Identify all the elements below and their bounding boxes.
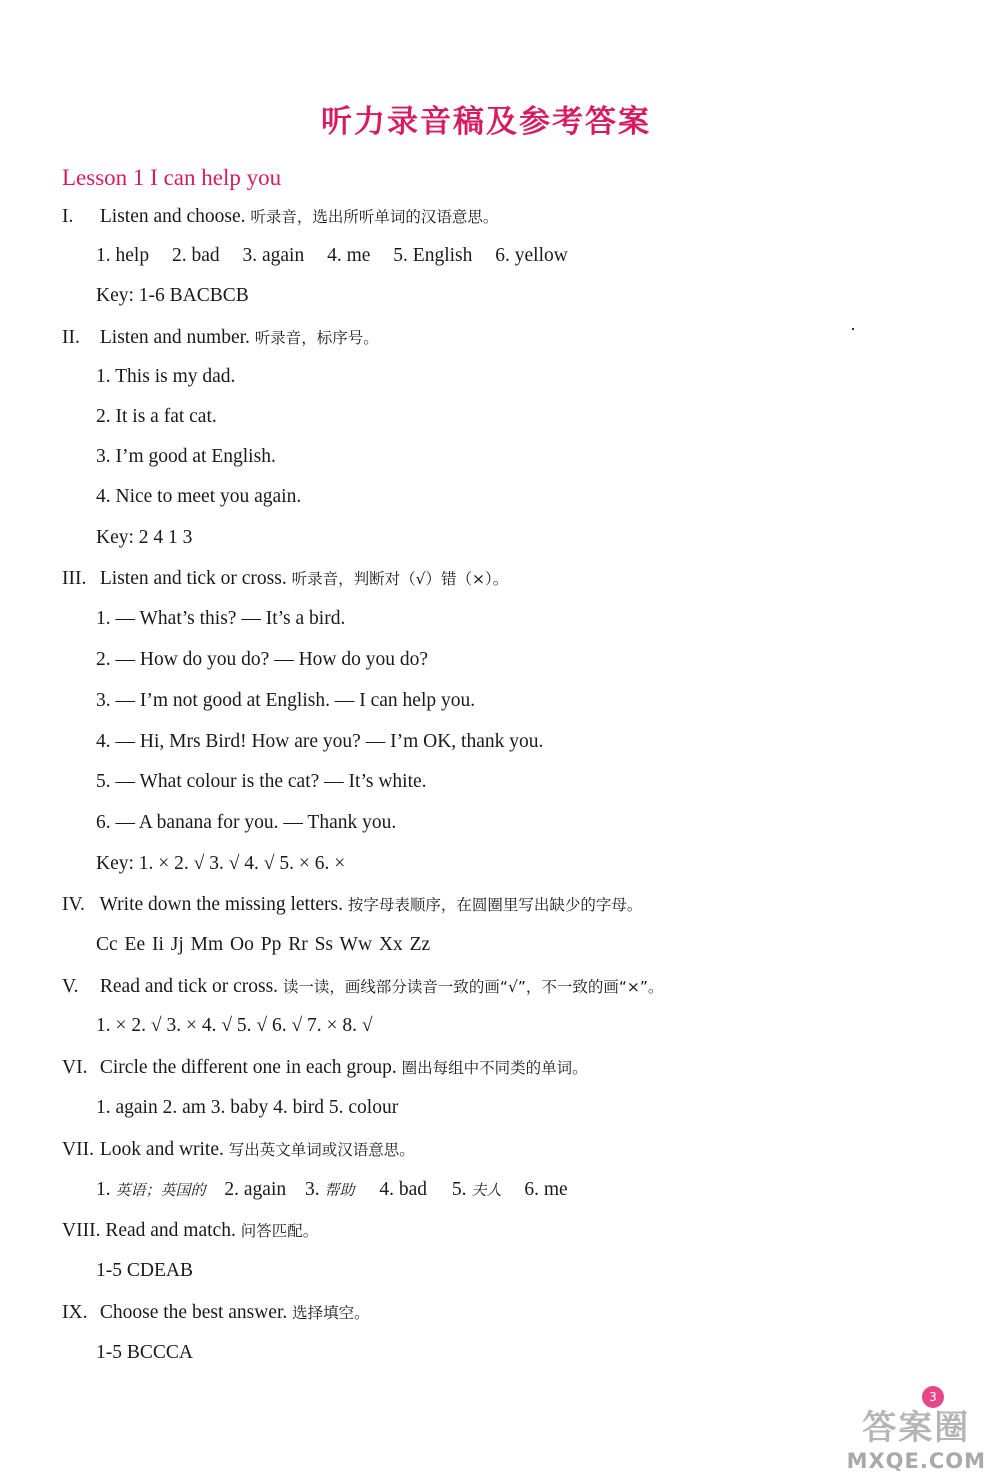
section-instruction-zh: 听录音，选出所听单词的汉语意思。	[250, 208, 499, 226]
section-4-heading	[62, 893, 642, 916]
section-instruction: Choose the best answer.	[99, 1302, 288, 1323]
section-instruction: Listen and tick or cross.	[99, 568, 287, 589]
script-line: 5. — What colour is the cat? — It’s white.	[96, 771, 427, 792]
section-5-answers: 1. × 2. √ 3. × 4. √ 5. √ 6. √ 7. × 8. √	[96, 1015, 373, 1036]
script-line: 4. Nice to meet you again.	[96, 486, 302, 507]
section-1-heading	[62, 205, 498, 228]
section-instruction: Listen and number.	[99, 327, 250, 348]
section-2-heading	[62, 326, 379, 349]
section-2-key: Key: 2 4 1 3	[96, 527, 193, 548]
section-6-heading	[62, 1056, 588, 1079]
answer-item: 2. again	[224, 1179, 287, 1200]
stray-dot	[852, 328, 854, 330]
word-item: 5. English	[393, 245, 473, 266]
section-instruction-zh: 写出英文单词或汉语意思。	[228, 1141, 415, 1159]
answer-item: 6. me	[524, 1179, 568, 1200]
section-instruction: Look and write.	[99, 1139, 224, 1160]
script-line: 2. — How do you do? — How do you do?	[96, 649, 429, 670]
answer-item: 4. bad	[379, 1179, 428, 1200]
watermark-url: MXQE.COM	[846, 1449, 986, 1473]
script-line: 1. This is my dad.	[96, 366, 236, 387]
script-line: 6. — A banana for you. — Thank you.	[96, 812, 397, 833]
word-item: 1. help	[96, 245, 150, 266]
section-instruction: Circle the different one in each group.	[99, 1057, 397, 1078]
section-7-heading	[62, 1138, 415, 1161]
answer-number: 1.	[96, 1179, 111, 1200]
section-instruction-zh: 选择填空。	[292, 1304, 370, 1322]
section-instruction-zh: 读一读，画线部分读音一致的画“√”，不一致的画“×”。	[282, 978, 664, 996]
word-item: 6. yellow	[495, 245, 568, 266]
watermark-logo: 答案圈	[862, 1408, 971, 1448]
script-line: 3. I’m good at English.	[96, 446, 276, 467]
answer-handwritten: 帮助	[324, 1181, 355, 1199]
section-3-heading	[62, 567, 508, 590]
answer-handwritten: 英语；英国的	[115, 1181, 206, 1199]
section-instruction: Listen and choose.	[99, 206, 246, 227]
section-instruction: Read and match.	[105, 1220, 236, 1241]
section-instruction: Read and tick or cross.	[99, 976, 279, 997]
section-number: VIII.	[62, 1220, 101, 1241]
word-item: 2. bad	[171, 245, 220, 266]
section-9-key: 1-5 BCCCA	[96, 1342, 193, 1363]
page-number: 3	[922, 1386, 944, 1408]
section-number: I.	[62, 206, 74, 227]
section-number: III.	[62, 568, 87, 589]
section-1-key: Key: 1-6 BACBCB	[96, 285, 249, 306]
section-instruction-zh: 听录音，标序号。	[254, 329, 379, 347]
answer-number: 5.	[451, 1179, 467, 1200]
page-title: 听力录音稿及参考答案	[321, 104, 651, 140]
section-instruction-zh: 听录音，判断对（√）错（×）。	[291, 570, 509, 588]
section-7-answers	[96, 1179, 568, 1201]
section-number: IX.	[62, 1302, 88, 1323]
answer-number: 3.	[305, 1179, 320, 1200]
section-number: II.	[62, 327, 80, 348]
section-4-letters: Cc Ee Ii Jj Mm Oo Pp Rr Ss Ww Xx Zz	[96, 934, 431, 955]
section-instruction-zh: 问答匹配。	[240, 1222, 319, 1240]
section-1-words	[96, 245, 568, 267]
section-8-key: 1-5 CDEAB	[96, 1260, 193, 1281]
answer-handwritten: 夫人	[471, 1181, 502, 1199]
section-5-heading	[62, 975, 663, 998]
section-3-key: Key: 1. × 2. √ 3. √ 4. √ 5. × 6. ×	[96, 853, 346, 874]
section-instruction-zh: 按字母表顺序，在圆圈里写出缺少的字母。	[347, 896, 643, 914]
section-9-heading	[62, 1301, 370, 1324]
watermark	[847, 1400, 986, 1473]
section-number: V.	[62, 976, 79, 997]
word-item: 4. me	[327, 245, 371, 266]
section-instruction-zh: 圈出每组中不同类的单词。	[401, 1059, 588, 1077]
script-line: 4. — Hi, Mrs Bird! How are you? — I’m OK, thank you.	[96, 731, 544, 752]
section-number: IV.	[62, 894, 85, 915]
script-line: 2. It is a fat cat.	[96, 406, 217, 427]
lesson-heading: Lesson 1 I can help you	[62, 165, 282, 190]
script-line: 3. — I’m not good at English. — I can help you.	[96, 690, 476, 711]
section-instruction: Write down the missing letters.	[99, 894, 343, 915]
script-line: 1. — What’s this? — It’s a bird.	[96, 608, 346, 629]
section-number: VI.	[62, 1057, 88, 1078]
section-8-heading	[62, 1219, 318, 1242]
word-item: 3. again	[242, 245, 305, 266]
section-number: VII.	[62, 1139, 94, 1160]
section-6-answers: 1. again 2. am 3. baby 4. bird 5. colour	[96, 1097, 399, 1118]
